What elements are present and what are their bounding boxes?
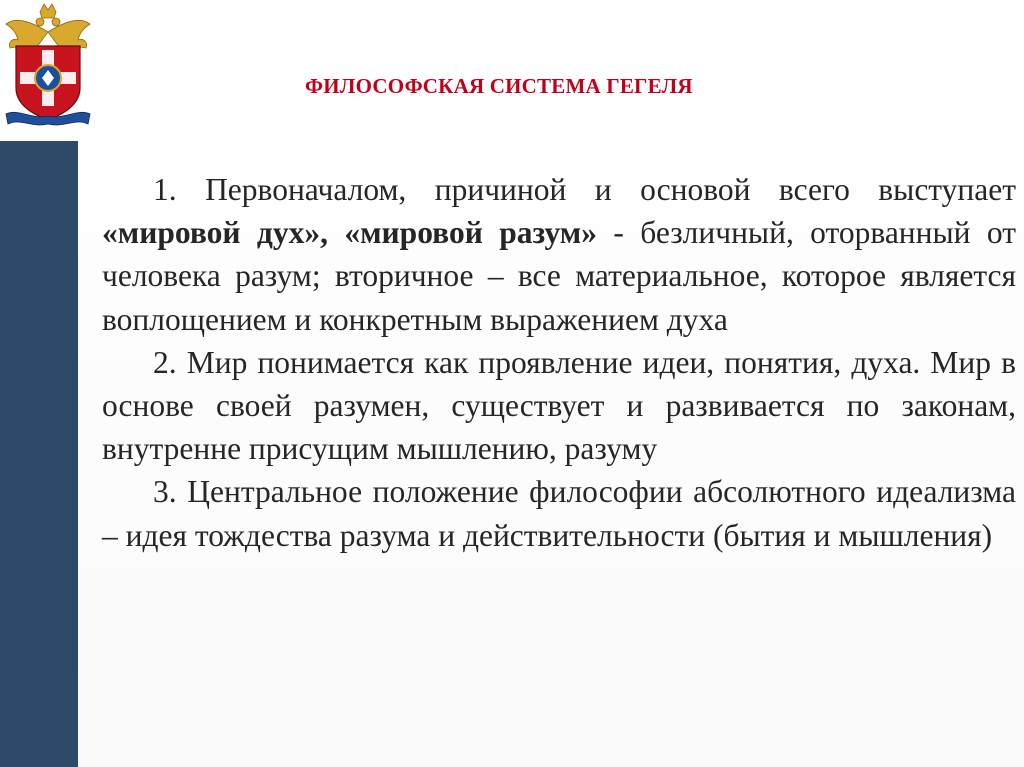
point-2 — [102, 341, 1016, 471]
point-1-text-a: 1. Первоначалом, причиной и основой всего выступает — [153, 172, 1016, 207]
double-headed-eagle-emblem-icon — [2, 2, 94, 128]
side-bar — [0, 141, 78, 767]
point-3-text: 3. Центральное положение философии абсолютного идеализма – идея тождества разума и действительности (бытия и мышления) — [102, 474, 1016, 553]
point-3 — [102, 470, 1016, 556]
slide-body — [102, 168, 1016, 557]
point-1 — [102, 168, 1016, 341]
point-2-text: 2. Мир понимается как проявление идеи, понятия, духа. Мир в основе своей разумен, существует и развивается по законам, внутренне присущим мышлению, разуму — [102, 344, 1016, 467]
point-1-highlight: «мировой дух», «мировой разум» — [102, 215, 598, 251]
point-1-text-b: - безличный, оторванный от человека разум; вторичное – все материальное, которое является воплощением и конкретным выражением духа — [102, 215, 1016, 337]
slide-title: ФИЛОСОФСКАЯ СИСТЕМА ГЕГЕЛЯ — [305, 74, 693, 98]
